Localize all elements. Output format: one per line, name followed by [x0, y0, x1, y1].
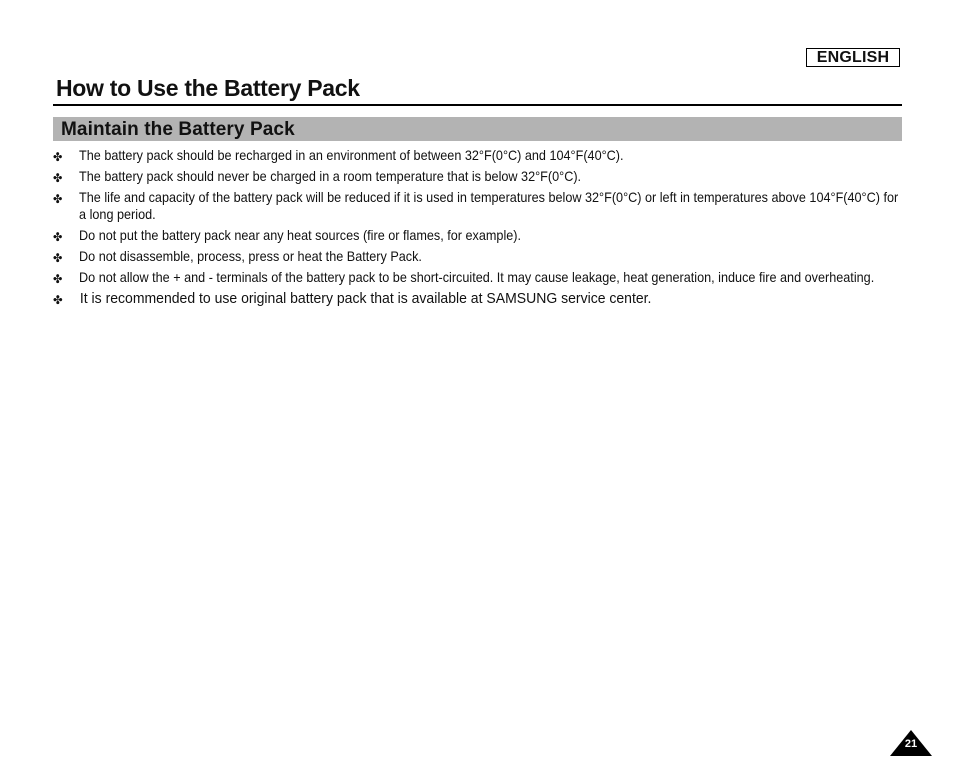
list-item-text: Do not disassemble, process, press or heat the Battery Pack. — [79, 248, 422, 264]
list-item-text: The battery pack should be recharged in an environment of between 32°F(0°C) and 104°F(40°C). — [79, 148, 624, 163]
list-item-text: Do not put the battery pack near any heat sources (fire or flames, for example). — [79, 227, 522, 243]
section-header-bar — [53, 117, 902, 141]
list-item-text: The life and capacity of the battery pack will be reduced if it is used in temperatures below 32°F(0°C) or left in temperatures above 104°F(40°C) for a long period. — [79, 190, 899, 222]
list-item — [53, 169, 907, 186]
list-item-text: It is recommended to use original battery pack that is available at SAMSUNG service center. — [79, 290, 652, 307]
list-item-text: The battery pack should never be charged in a room temperature that is below 32°F(0°C). — [79, 169, 582, 184]
list-item — [53, 148, 907, 165]
title-divider — [53, 104, 902, 106]
list-item-text: Do not allow the + and - terminals of the battery pack to be short-circuited. It may cause leakage, heat generation, induce fire and overheating. — [79, 269, 875, 285]
page-title: How to Use the Battery Pack — [56, 75, 360, 101]
list-item — [53, 190, 907, 223]
page-number-marker — [890, 730, 932, 756]
cross-bullet-icon: ✤ — [53, 292, 63, 307]
list-item — [53, 228, 907, 245]
list-item — [53, 270, 907, 287]
cross-bullet-icon: ✤ — [53, 171, 63, 185]
bullet-list — [53, 148, 899, 312]
list-item — [53, 249, 907, 266]
cross-bullet-icon: ✤ — [53, 271, 63, 286]
cross-bullet-icon: ✤ — [53, 150, 63, 164]
page-number: 21 — [904, 738, 918, 750]
cross-bullet-icon: ✤ — [53, 250, 63, 265]
list-item — [53, 291, 934, 308]
language-badge: ENGLISH — [806, 48, 900, 67]
cross-bullet-icon: ✤ — [53, 192, 63, 206]
section-title: Maintain the Battery Pack — [61, 119, 295, 140]
cross-bullet-icon: ✤ — [53, 229, 63, 244]
